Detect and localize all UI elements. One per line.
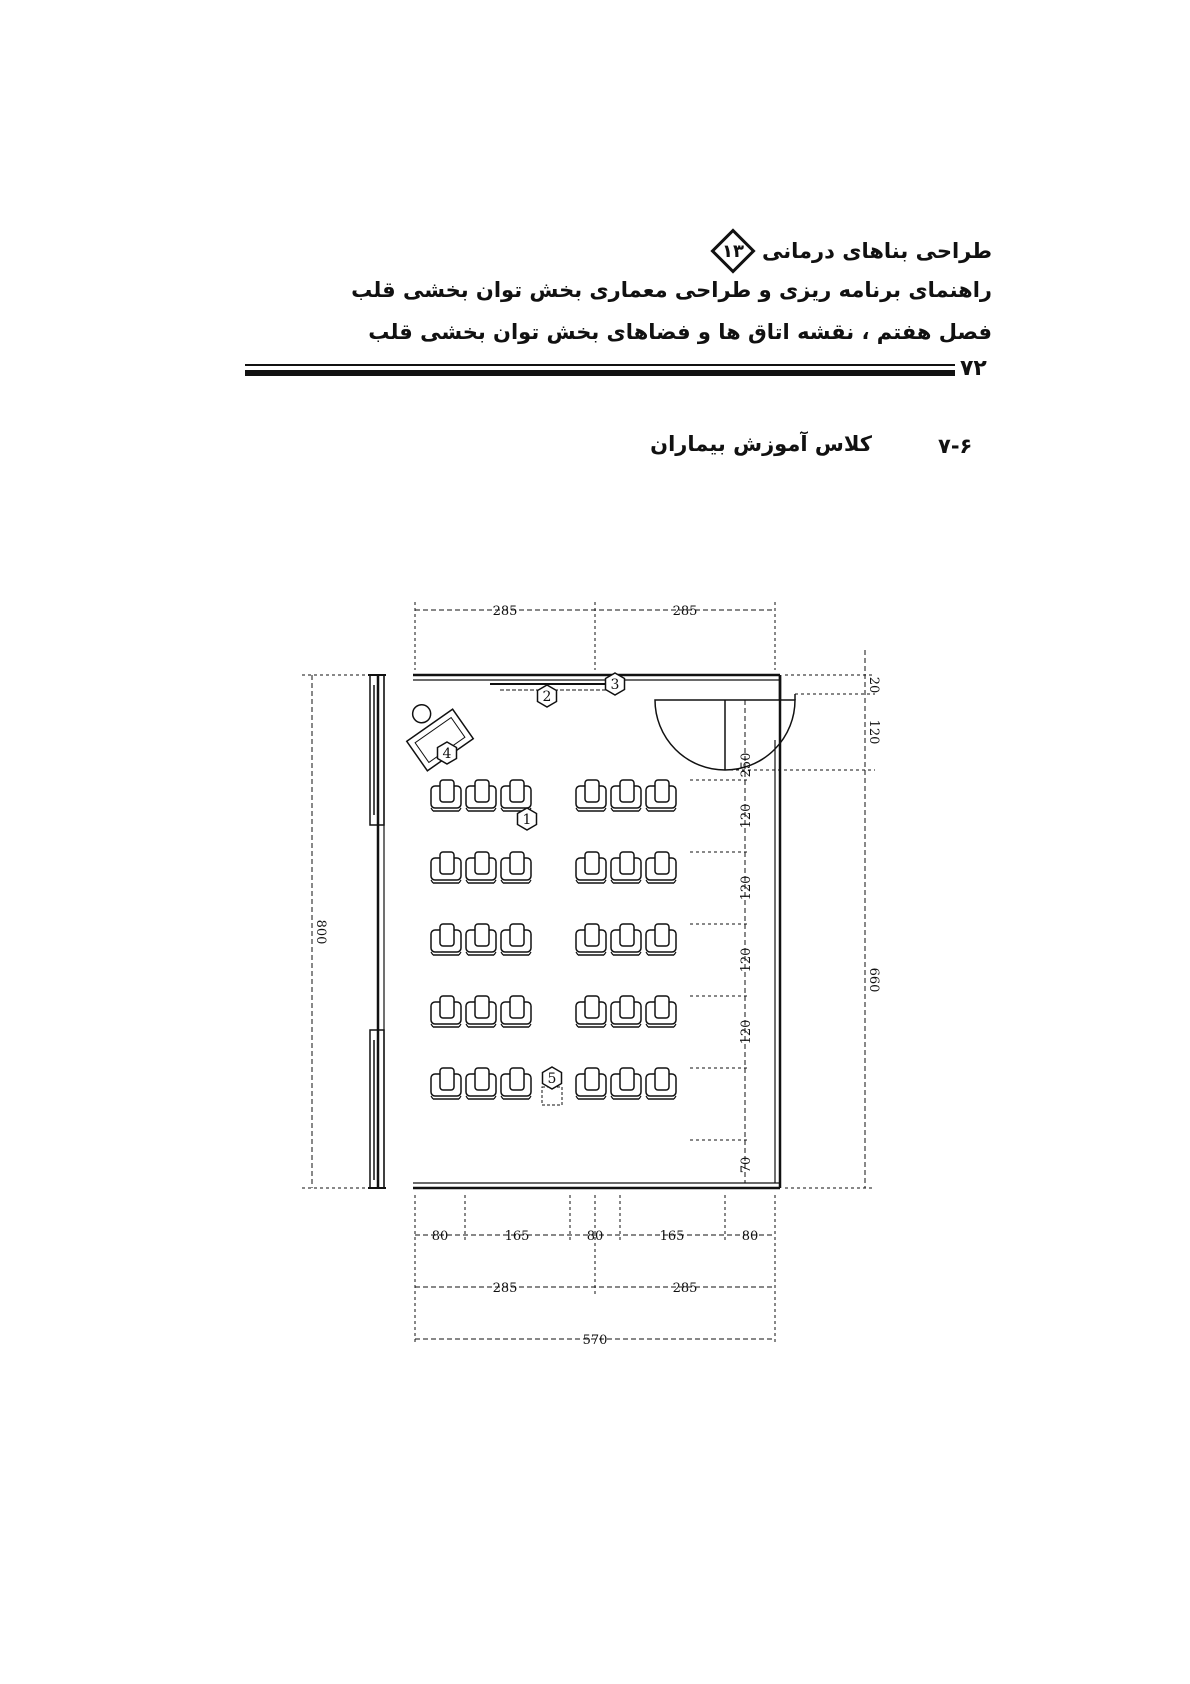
dim-left-height: 800 xyxy=(313,919,328,945)
dim-half-right: 285 xyxy=(672,1281,698,1296)
dim-bottom-3: 80 xyxy=(586,1229,604,1244)
dim-row-gap-4: 120 xyxy=(739,1019,754,1045)
section-number: ۷-۶ xyxy=(938,434,973,458)
dim-aisle-front: 250 xyxy=(739,752,754,778)
item-tag-5: 5 xyxy=(547,1071,557,1087)
instructor-seat xyxy=(394,690,474,770)
seat-group xyxy=(431,780,531,811)
dimension-labels xyxy=(313,604,881,1348)
dim-bottom-4: 165 xyxy=(659,1229,685,1244)
seat-group xyxy=(576,780,676,811)
series-header xyxy=(710,228,992,274)
dim-top-left: 285 xyxy=(492,604,518,619)
series-number-badge xyxy=(710,228,756,274)
dim-bottom-5: 80 xyxy=(741,1229,759,1244)
dim-back-gap: 70 xyxy=(739,1156,754,1174)
dim-door-width: 120 xyxy=(866,719,881,745)
seat-group xyxy=(431,924,531,955)
header-rule-thick xyxy=(245,370,955,376)
header-rule-thin xyxy=(245,364,955,366)
seat-group xyxy=(576,924,676,955)
seat-group xyxy=(431,996,531,1027)
guide-title: راهنمای برنامه ریزی و طراحی معماری بخش توان بخشی قلب xyxy=(351,278,992,302)
seat-group xyxy=(576,852,676,883)
dim-door-offset: 20 xyxy=(866,676,881,694)
seating-rows xyxy=(431,780,676,1099)
floor-plan xyxy=(290,590,890,1380)
seat-group xyxy=(431,1068,531,1099)
dim-bottom-1: 80 xyxy=(431,1229,449,1244)
dim-right-total: 660 xyxy=(866,967,881,993)
dim-bottom-2: 165 xyxy=(504,1229,530,1244)
item-tag-2: 2 xyxy=(542,689,552,705)
door-swing xyxy=(655,675,795,770)
item-tag-1: 1 xyxy=(522,812,532,828)
dim-row-gap-1: 120 xyxy=(739,803,754,829)
series-title: طراحی بناهای درمانی xyxy=(762,239,992,263)
seat-group xyxy=(576,1068,676,1099)
dim-row-gap-2: 120 xyxy=(739,875,754,901)
dim-top-right: 285 xyxy=(672,604,698,619)
section-title: کلاس آموزش بیماران xyxy=(650,432,872,456)
dim-total-width: 570 xyxy=(582,1333,608,1348)
item-tag-4: 4 xyxy=(442,746,452,762)
seat-group xyxy=(576,996,676,1027)
series-number: ۱۳ xyxy=(722,240,745,262)
chapter-line: فصل هفتم ، نقشه اتاق ها و فضاهای بخش توان بخشی قلب xyxy=(368,320,992,344)
dim-row-gap-3: 120 xyxy=(739,947,754,973)
seat-group xyxy=(431,852,531,883)
item-tag-3: 3 xyxy=(610,677,620,693)
dim-half-left: 285 xyxy=(492,1281,518,1296)
page-number: ۷۲ xyxy=(960,356,987,381)
